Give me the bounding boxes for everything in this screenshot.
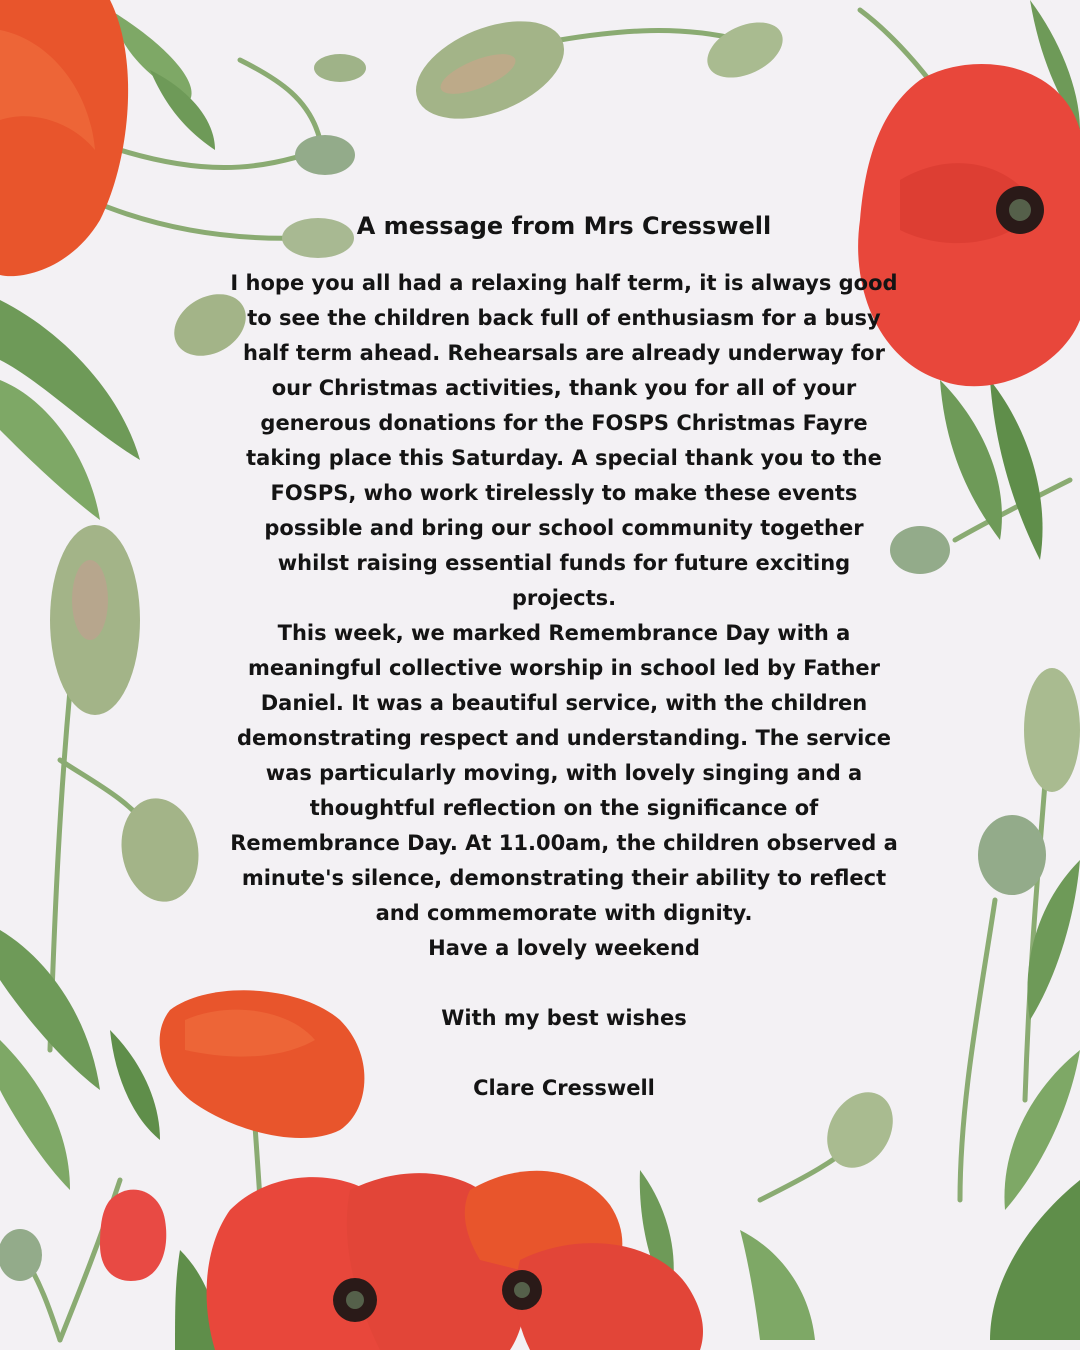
letter	[228, 210, 900, 1106]
letter-signature: Clare Cresswell	[473, 1076, 655, 1100]
letter-title: A message from Mrs Cresswell	[356, 212, 772, 240]
letter-paragraph-half-term: I hope you all had a relaxing half term, it is always good to see the children back full of enthusiasm for a busy half term ahead. Rehearsals are already underway for our Christmas activities, thank you for all of your generous donations for the FOSPS Christmas Fayre taking place this Saturday. A special thank you to the FOSPS, who work tirelessly to make these events possible and bring our school community together whilst raising essential funds for future exciting projects.	[230, 271, 898, 610]
letter-paragraph-remembrance: This week, we marked Remembrance Day with a meaningful collective worship in school led by Father Daniel. It was a beautiful service, with the children demonstrating respect and understanding. The service was particularly moving, with lovely singing and a thoughtful reflection on the significance of Remembrance Day. At 11.00am, the children observed a minute's silence, demonstrating their ability to reflect and commemorate with dignity.	[230, 621, 898, 925]
letter-closing: With my best wishes	[441, 1006, 687, 1030]
letter-paragraph-weekend: Have a lovely weekend	[428, 936, 700, 960]
